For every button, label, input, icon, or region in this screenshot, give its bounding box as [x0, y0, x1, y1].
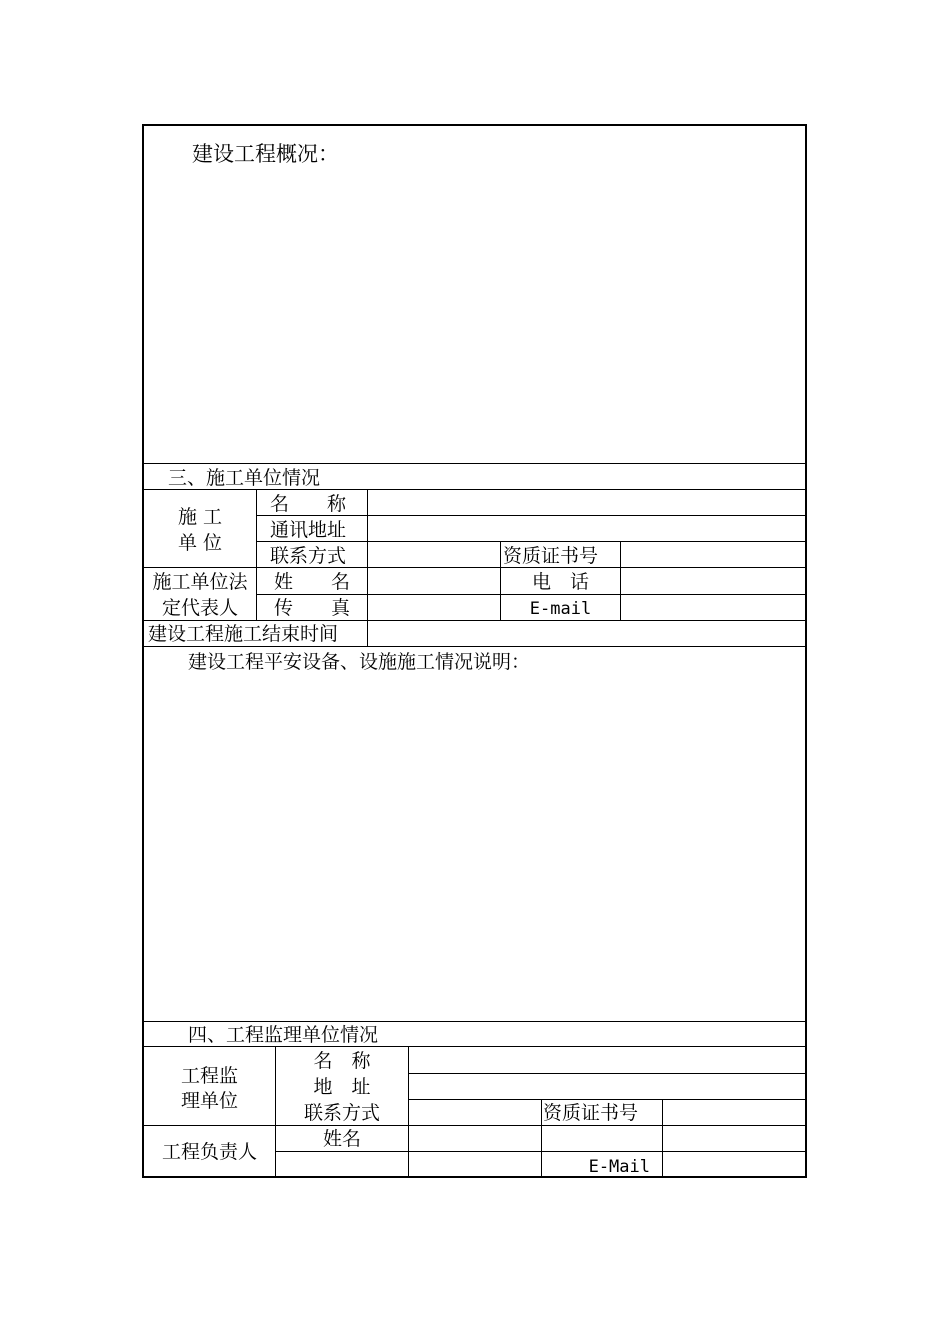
- supervision-unit-name-field[interactable]: [409, 1047, 806, 1072]
- name-label: 名 称: [270, 493, 347, 515]
- supervision-cert-field[interactable]: [663, 1100, 806, 1124]
- construction-unit-cert-field[interactable]: [621, 542, 806, 566]
- cert-label: 资质证书号: [503, 545, 599, 567]
- safety-description-label: 建设工程平安设备、设施施工情况说明：: [188, 651, 531, 673]
- construction-unit-contact-field[interactable]: [368, 542, 499, 566]
- section3-title: 三、施工单位情况: [168, 467, 321, 489]
- manager-name-label: 姓名: [322, 1128, 361, 1150]
- supervision-contact-field[interactable]: [409, 1100, 540, 1124]
- safety-description-area[interactable]: [146, 678, 804, 1018]
- supervision-cert-label: 资质证书号: [543, 1102, 639, 1124]
- address-label: 通讯地址: [270, 519, 347, 541]
- manager-name-field[interactable]: [409, 1126, 540, 1150]
- contact-label: 联系方式: [270, 545, 347, 567]
- legal-rep-label-line2: 定代表人: [161, 597, 238, 619]
- legal-rep-fax-field[interactable]: [368, 595, 499, 619]
- supervision-address-label: 地 址: [313, 1076, 371, 1098]
- supervision-unit-label-line1: 工程监: [180, 1065, 238, 1087]
- phone-label: 电 话: [531, 571, 589, 593]
- overview-label: 建设工程概况：: [192, 142, 339, 166]
- manager-email-field[interactable]: [663, 1152, 806, 1176]
- manager-email-label: E-Mail: [588, 1157, 650, 1177]
- construction-unit-address-field[interactable]: [368, 516, 806, 540]
- row-divider: [142, 646, 807, 647]
- email-label: E-mail: [529, 599, 592, 619]
- legal-rep-phone-field[interactable]: [621, 568, 806, 593]
- construction-unit-label-line1: 施 工: [177, 506, 223, 528]
- person-name-label: 姓 名: [274, 571, 351, 593]
- construction-unit-label-line2: 单 位: [177, 532, 223, 554]
- construction-unit-name-field[interactable]: [368, 490, 806, 514]
- fax-label: 传 真: [274, 597, 351, 619]
- end-time-label: 建设工程施工结束时间: [148, 623, 339, 645]
- manager-row2-field-2[interactable]: [409, 1152, 540, 1176]
- legal-rep-name-field[interactable]: [368, 568, 499, 593]
- col-divider: [256, 489, 257, 620]
- overview-content-area[interactable]: [146, 180, 804, 460]
- row-divider: [142, 463, 807, 464]
- legal-rep-label-line1: 施工单位法: [152, 571, 248, 593]
- manager-extra-field-2[interactable]: [663, 1126, 806, 1150]
- end-time-field[interactable]: [368, 621, 806, 645]
- legal-rep-email-field[interactable]: [621, 595, 806, 619]
- project-manager-label: 工程负责人: [161, 1141, 257, 1163]
- supervision-unit-label-line2: 理单位: [180, 1090, 238, 1112]
- supervision-contact-label: 联系方式: [303, 1102, 380, 1124]
- manager-extra-field-1[interactable]: [542, 1126, 661, 1150]
- supervision-unit-address-field[interactable]: [409, 1074, 806, 1098]
- section4-title: 四、工程监理单位情况: [188, 1024, 379, 1046]
- supervision-name-label: 名 称: [313, 1050, 371, 1072]
- row-divider: [142, 1021, 807, 1022]
- manager-row2-field-1[interactable]: [276, 1152, 407, 1176]
